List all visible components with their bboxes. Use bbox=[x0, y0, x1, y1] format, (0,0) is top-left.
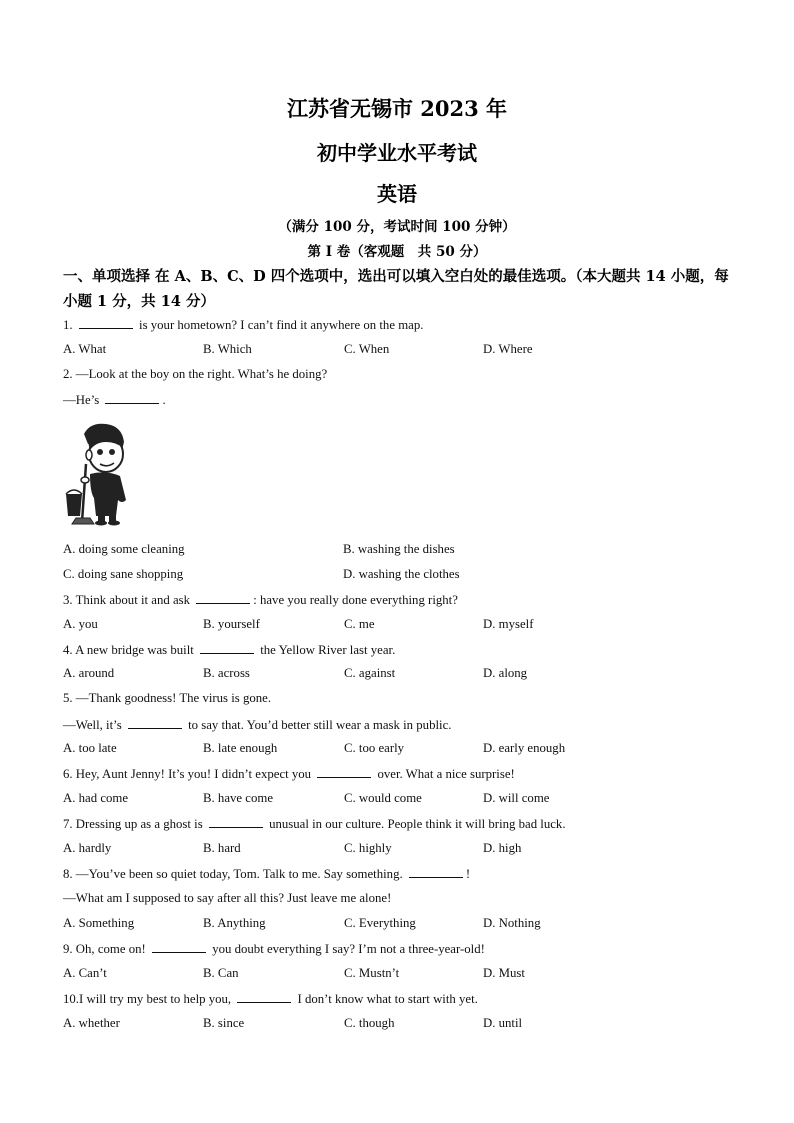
q5-pre: —Well, it’s bbox=[63, 718, 122, 732]
q8-option-c[interactable]: C. Everything bbox=[344, 916, 416, 930]
q9-pre: 9. Oh, come on! bbox=[63, 942, 146, 956]
question-6-stem bbox=[63, 766, 515, 782]
question-8-reply: —What am I supposed to say after all this? Just leave me alone! bbox=[63, 891, 392, 905]
q10-option-b[interactable]: B. since bbox=[203, 1016, 245, 1030]
q8-pre: 8. —You’ve been so quiet today, Tom. Talk to me. Say something. bbox=[63, 867, 403, 881]
q10-pre: 10.I will try my best to help you, bbox=[63, 992, 232, 1006]
question-2-stem: 2. —Look at the boy on the right. What’s he doing? bbox=[63, 367, 328, 381]
score-note: （满分 100 分，考试时间 100 分钟） bbox=[278, 219, 516, 235]
question-8-stem bbox=[63, 866, 470, 882]
q9-post: you doubt everything I say? I’m not a three-year-old! bbox=[212, 942, 485, 956]
q9-option-b[interactable]: B. Can bbox=[203, 966, 239, 980]
q1-option-c[interactable]: C. When bbox=[344, 342, 390, 356]
q8-option-a[interactable]: A. Something bbox=[63, 916, 135, 930]
exam-subject: 英语 bbox=[377, 182, 417, 206]
q3-blank bbox=[196, 592, 250, 604]
q8-option-d[interactable]: D. Nothing bbox=[483, 916, 541, 930]
question-1-stem bbox=[63, 317, 423, 333]
q5-option-a[interactable]: A. too late bbox=[63, 741, 117, 755]
question-7-stem bbox=[63, 816, 566, 832]
q8-option-b[interactable]: B. Anything bbox=[203, 916, 266, 930]
q1-option-b[interactable]: B. Which bbox=[203, 342, 252, 356]
q4-blank bbox=[200, 642, 254, 654]
question-3-stem bbox=[63, 592, 458, 608]
q8-blank bbox=[409, 866, 463, 878]
q5-option-d[interactable]: D. early enough bbox=[483, 741, 566, 755]
q4-post: the Yellow River last year. bbox=[260, 643, 396, 657]
q10-option-d[interactable]: D. until bbox=[483, 1016, 523, 1030]
q6-post: over. What a nice surprise! bbox=[377, 767, 515, 781]
q2-post: . bbox=[162, 393, 166, 407]
q4-option-b[interactable]: B. across bbox=[203, 666, 250, 680]
q3-post: : have you really done everything right? bbox=[253, 593, 458, 607]
q6-pre: 6. Hey, Aunt Jenny! It’s you! I didn’t expect you bbox=[63, 767, 312, 781]
q8-post: ! bbox=[465, 867, 471, 881]
exam-title-level: 初中学业水平考试 bbox=[317, 141, 477, 165]
q10-blank bbox=[237, 991, 291, 1003]
q10-option-c[interactable]: C. though bbox=[344, 1016, 395, 1030]
q6-blank bbox=[317, 766, 371, 778]
question-5-answer-line bbox=[63, 717, 451, 733]
q1-blank bbox=[79, 317, 133, 329]
volume-heading: 第 I 卷（客观题 共 50 分） bbox=[307, 244, 487, 260]
section-heading: 一、单项选择 在 A、B、C、D 四个选项中，选出可以填入空白处的最佳选项。（本大题共 14 小题，每小题 1 分，共 14 分） bbox=[63, 268, 729, 310]
q5-blank bbox=[128, 717, 182, 729]
boy-with-mop-illustration bbox=[62, 420, 132, 526]
q2-pre: —He’s bbox=[63, 393, 100, 407]
q9-option-c[interactable]: C. Mustn’t bbox=[344, 966, 400, 980]
q6-option-b[interactable]: B. have come bbox=[203, 791, 274, 805]
q6-option-d[interactable]: D. will come bbox=[483, 791, 550, 805]
q7-pre: 7. Dressing up as a ghost is bbox=[63, 817, 203, 831]
q7-option-d[interactable]: D. high bbox=[483, 841, 522, 855]
q6-option-c[interactable]: C. would come bbox=[344, 791, 422, 805]
q9-option-a[interactable]: A. Can’t bbox=[63, 966, 107, 980]
question-10-stem bbox=[63, 991, 478, 1007]
q10-post: I don’t know what to start with yet. bbox=[297, 992, 478, 1006]
q3-option-b[interactable]: B. yourself bbox=[203, 617, 260, 631]
q5-option-c[interactable]: C. too early bbox=[344, 741, 405, 755]
q7-blank bbox=[209, 816, 263, 828]
q4-option-d[interactable]: D. along bbox=[483, 666, 528, 680]
q10-option-a[interactable]: A. whether bbox=[63, 1016, 120, 1030]
q2-option-a[interactable]: A. doing some cleaning bbox=[63, 542, 185, 556]
q2-option-d[interactable]: D. washing the clothes bbox=[343, 567, 460, 581]
q1-post: is your hometown? I can’t find it anywhere on the map. bbox=[139, 318, 424, 332]
q1-option-d[interactable]: D. Where bbox=[483, 342, 533, 356]
q2-blank bbox=[105, 392, 159, 404]
question-5-stem: 5. —Thank goodness! The virus is gone. bbox=[63, 691, 272, 705]
q4-option-a[interactable]: A. around bbox=[63, 666, 115, 680]
q5-post: to say that. You’d better still wear a mask in public. bbox=[188, 718, 452, 732]
q7-option-a[interactable]: A. hardly bbox=[63, 841, 112, 855]
q2-option-b[interactable]: B. washing the dishes bbox=[343, 542, 455, 556]
q4-option-c[interactable]: C. against bbox=[344, 666, 396, 680]
q7-option-b[interactable]: B. hard bbox=[203, 841, 241, 855]
q4-pre: 4. A new bridge was built bbox=[63, 643, 194, 657]
question-4-stem bbox=[63, 642, 395, 658]
q3-pre: 3. Think about it and ask bbox=[63, 593, 191, 607]
q3-option-a[interactable]: A. you bbox=[63, 617, 98, 631]
question-2-answer-line bbox=[63, 392, 166, 408]
q5-option-b[interactable]: B. late enough bbox=[203, 741, 278, 755]
q2-option-c[interactable]: C. doing sane shopping bbox=[63, 567, 184, 581]
q6-option-a[interactable]: A. had come bbox=[63, 791, 129, 805]
q3-option-d[interactable]: D. myself bbox=[483, 617, 534, 631]
q7-option-c[interactable]: C. highly bbox=[344, 841, 392, 855]
question-9-stem bbox=[63, 941, 485, 957]
q9-blank bbox=[152, 941, 206, 953]
q1-pre: 1. bbox=[63, 318, 73, 332]
q9-option-d[interactable]: D. Must bbox=[483, 966, 525, 980]
q3-option-c[interactable]: C. me bbox=[344, 617, 375, 631]
q7-post: unusual in our culture. People think it will bring bad luck. bbox=[269, 817, 566, 831]
exam-title-region: 江苏省无锡市 2023 年 bbox=[286, 96, 508, 121]
q1-option-a[interactable]: A. What bbox=[63, 342, 107, 356]
